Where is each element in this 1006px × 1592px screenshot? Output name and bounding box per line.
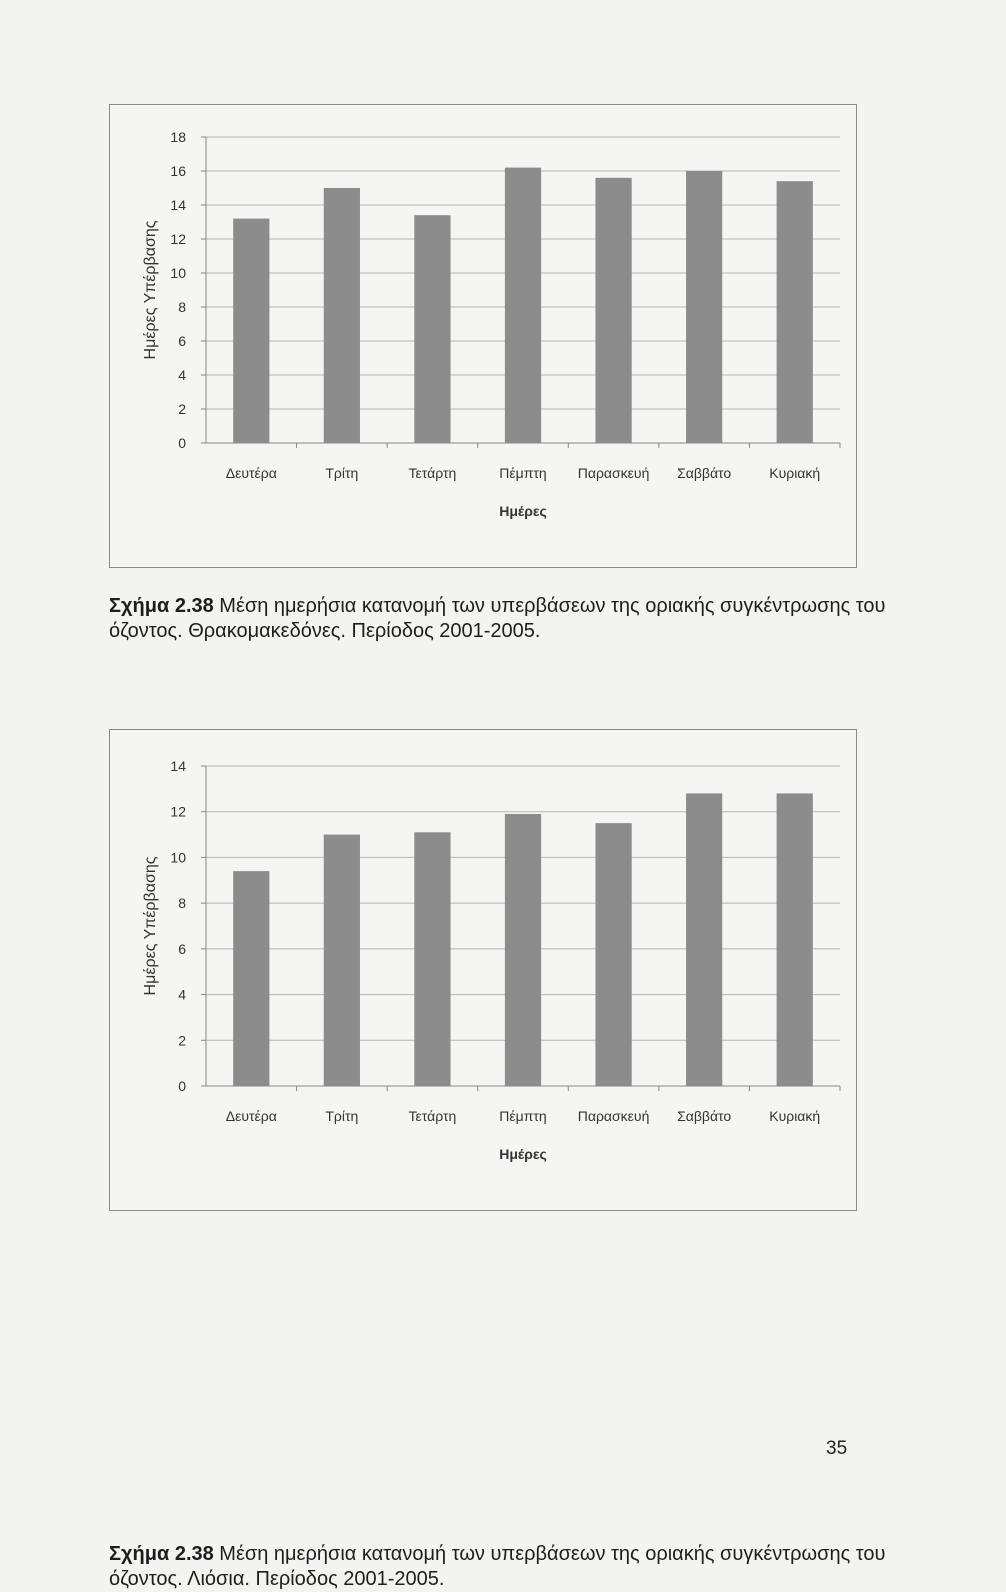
x-tick-label: Τρίτη — [325, 1108, 359, 1124]
bar-2 — [324, 835, 360, 1086]
x-tick-label: Τετάρτη — [408, 465, 457, 481]
bar-chart-thrakomakedones — [110, 105, 856, 567]
figure-caption-1 — [109, 594, 889, 644]
bar-2 — [324, 188, 360, 443]
chart-frame-thrakomakedones — [109, 104, 857, 568]
figure-caption-2 — [109, 1542, 889, 1592]
y-axis-title: Ημέρες Υπέρβασης — [142, 856, 159, 996]
caption-text: Μέση ημερήσια κατανομή των υπερβάσεων της οριακής συγκέντρωσης του όζοντος. Λιόσια. Περίοδος 2001-2005. — [109, 1543, 886, 1590]
x-tick-label: Σαββάτο — [677, 465, 732, 481]
bar-6 — [686, 793, 722, 1086]
x-tick-label: Δευτέρα — [225, 1108, 277, 1124]
bar-1 — [233, 219, 269, 443]
bar-4 — [505, 814, 541, 1086]
y-tick-label: 10 — [170, 265, 186, 281]
y-tick-label: 2 — [178, 1032, 186, 1049]
x-tick-label: Πέμπτη — [499, 465, 547, 481]
bar-5 — [595, 823, 631, 1086]
caption-label: Σχήμα 2.38 — [109, 595, 214, 617]
bar-7 — [777, 793, 813, 1086]
y-axis-title: Ημέρες Υπέρβασης — [142, 220, 159, 360]
y-tick-label: 4 — [178, 986, 186, 1003]
y-tick-label: 6 — [178, 940, 186, 957]
y-tick-label: 2 — [178, 401, 186, 417]
bar-chart-liosia — [110, 730, 856, 1210]
x-axis-title: Ημέρες — [499, 1146, 547, 1162]
y-tick-label: 8 — [178, 299, 186, 315]
y-tick-label: 10 — [170, 849, 186, 866]
y-tick-label: 4 — [178, 367, 186, 383]
y-tick-label: 0 — [178, 1078, 186, 1094]
y-tick-label: 12 — [170, 231, 186, 247]
y-tick-label: 14 — [170, 758, 186, 774]
x-tick-label: Πέμπτη — [499, 1108, 547, 1124]
bar-4 — [505, 168, 541, 443]
y-tick-label: 12 — [170, 803, 186, 820]
caption-text: Μέση ημερήσια κατανομή των υπερβάσεων της οριακής συγκέντρωσης του όζοντος. Θρακομακεδόνες. Περίοδος 2001-2005. — [109, 595, 886, 642]
bar-6 — [686, 171, 722, 443]
x-tick-label: Παρασκευή — [577, 465, 650, 481]
bar-7 — [777, 181, 813, 443]
caption-label: Σχήμα 2.38 — [109, 1543, 214, 1565]
bar-5 — [595, 178, 631, 443]
page-number: 35 — [826, 1438, 848, 1459]
x-tick-label: Σαββάτο — [677, 1108, 732, 1124]
x-tick-label: Τετάρτη — [408, 1108, 457, 1124]
y-tick-label: 16 — [170, 163, 186, 179]
bar-1 — [233, 871, 269, 1086]
chart-frame-liosia — [109, 729, 857, 1211]
x-tick-label: Κυριακή — [769, 465, 821, 481]
y-tick-label: 0 — [178, 435, 186, 451]
x-tick-label: Δευτέρα — [225, 465, 277, 481]
x-axis-title: Ημέρες — [499, 503, 547, 519]
y-tick-label: 6 — [178, 333, 186, 349]
y-tick-label: 14 — [170, 197, 186, 213]
x-tick-label: Κυριακή — [769, 1108, 821, 1124]
y-tick-label: 18 — [170, 129, 186, 145]
bar-3 — [414, 215, 450, 443]
x-tick-label: Παρασκευή — [577, 1108, 650, 1124]
bar-3 — [414, 832, 450, 1086]
x-tick-label: Τρίτη — [325, 465, 359, 481]
y-tick-label: 8 — [178, 895, 186, 912]
